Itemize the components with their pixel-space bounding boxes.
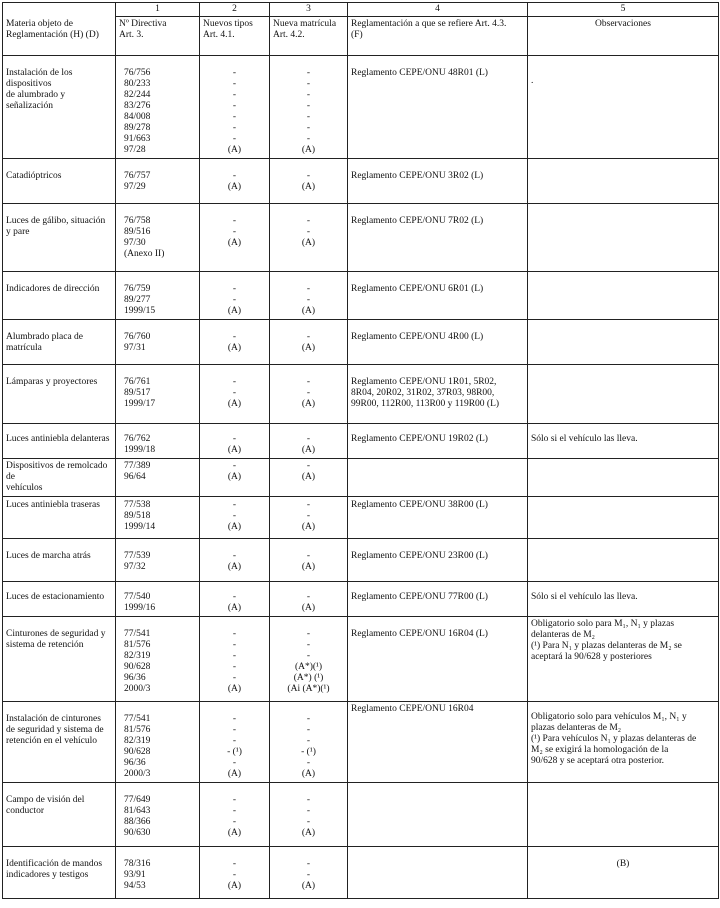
observaciones-cell: Sólo si el vehículo las lleva.: [528, 582, 719, 617]
directiva-cell: 76/760 97/31: [116, 320, 200, 365]
table-row: [3, 582, 719, 617]
observaciones-cell: [528, 783, 719, 847]
directiva-cell: 77/538 89/518 1999/14: [116, 497, 200, 539]
reglamentacion-cell: Reglamento CEPE/ONU 7R02 (L): [348, 204, 528, 272]
table-row: [3, 702, 719, 783]
nuevos-tipos-cell: - - (A): [200, 847, 270, 899]
header-nueva-matricula: Nueva matrícula Art. 4.2.: [270, 17, 348, 56]
observaciones-cell: [528, 459, 719, 497]
directiva-cell: 76/762 1999/18: [116, 424, 200, 459]
reglamentacion-cell: Reglamento CEPE/ONU 77R00 (L): [348, 582, 528, 617]
materia-cell: Dispositivos de remolcado de vehículos: [3, 459, 116, 497]
observaciones-cell: [528, 159, 719, 204]
nuevos-tipos-cell: - (A): [200, 159, 270, 204]
nueva-matricula-cell: - (A): [270, 159, 348, 204]
nuevos-tipos-cell: - - - - - (A): [200, 617, 270, 702]
nueva-matricula-cell: - (A): [270, 320, 348, 365]
table-row: [3, 783, 719, 847]
nueva-matricula-cell: - - - (A*)(¹) (A*) (¹) (Ai (A*)(¹): [270, 617, 348, 702]
directiva-cell: 77/541 81/576 82/319 90/628 96/36 2000/3: [116, 617, 200, 702]
observaciones-cell: Obligatorio solo para vehículos M₁, N₁ y plazas delanteras de M₂ (¹) Para vehículos N₁ y plazas delanteras de M₂ se exigirá la homologación de la 90/628 y se aceptará otra posterior.: [528, 702, 719, 783]
nuevos-tipos-cell: - - - (A): [200, 783, 270, 847]
header-directiva: Nº Directiva Art. 3.: [116, 17, 200, 56]
table-row: [3, 320, 719, 365]
nuevos-tipos-cell: - - (A): [200, 204, 270, 272]
reglamentacion-cell: Reglamento CEPE/ONU 23R00 (L): [348, 539, 528, 582]
materia-cell: Identificación de mandos indicadores y testigos: [3, 847, 116, 899]
reglamentacion-cell: Reglamento CEPE/ONU 19R02 (L): [348, 424, 528, 459]
reglamentacion-cell: Reglamento CEPE/ONU 6R01 (L): [348, 272, 528, 320]
directiva-cell: 76/756 80/233 82/244 83/276 84/008 89/278 91/663 97/28: [116, 56, 200, 159]
reglamentacion-cell: Reglamento CEPE/ONU 16R04: [348, 702, 528, 783]
directiva-cell: 77/389 96/64: [116, 459, 200, 497]
table-row: [3, 159, 719, 204]
materia-cell: Lámparas y proyectores: [3, 365, 116, 424]
observaciones-cell: .: [528, 56, 719, 159]
nuevos-tipos-cell: - - - - - - - (A): [200, 56, 270, 159]
materia-cell: Instalación de los dispositivos de alumbrado y señalización: [3, 56, 116, 159]
materia-cell: Campo de visión del conductor: [3, 783, 116, 847]
directiva-cell: 77/540 1999/16: [116, 582, 200, 617]
observaciones-cell: [528, 539, 719, 582]
nueva-matricula-cell: - - - (A): [270, 783, 348, 847]
table-row: [3, 272, 719, 320]
materia-cell: Cinturones de seguridad y sistema de retención: [3, 617, 116, 702]
directiva-cell: 76/759 89/277 1999/15: [116, 272, 200, 320]
table-row: [3, 617, 719, 702]
observaciones-cell: [528, 497, 719, 539]
observaciones-cell: [528, 320, 719, 365]
column-number-row: [3, 3, 719, 17]
reglamentacion-cell: Reglamento CEPE/ONU 4R00 (L): [348, 320, 528, 365]
nuevos-tipos-cell: - (A): [200, 424, 270, 459]
column-number-2: 2: [200, 3, 270, 17]
nueva-matricula-cell: - - - - (¹) - (A): [270, 702, 348, 783]
directiva-cell: 76/758 89/516 97/30 (Anexo II): [116, 204, 200, 272]
table-row: [3, 497, 719, 539]
reglamentacion-cell: [348, 459, 528, 497]
header-materia: Materia objeto de Reglamentación (H) (D): [3, 17, 116, 56]
table-row: [3, 459, 719, 497]
observaciones-cell: [528, 272, 719, 320]
materia-cell: Luces antiniebla delanteras: [3, 424, 116, 459]
header-reglamentacion: Reglamentación a que se refiere Art. 4.3. (F): [348, 17, 528, 56]
observaciones-cell: Obligatorio solo para M₁, N₁ y plazas delanteras de M₂ (¹) Para N₁ y plazas delanteras de M₂ se aceptará la 90/628 y posteriores: [528, 617, 719, 702]
nuevos-tipos-cell: - (A): [200, 582, 270, 617]
materia-cell: Indicadores de dirección: [3, 272, 116, 320]
materia-cell: Alumbrado placa de matrícula: [3, 320, 116, 365]
nuevos-tipos-cell: - - (A): [200, 497, 270, 539]
nueva-matricula-cell: - (A): [270, 539, 348, 582]
reglamentacion-cell: [348, 847, 528, 899]
nuevos-tipos-cell: - - (A): [200, 272, 270, 320]
reglamentacion-cell: Reglamento CEPE/ONU 3R02 (L): [348, 159, 528, 204]
table-row: [3, 847, 719, 899]
column-number-0: [3, 3, 116, 17]
nuevos-tipos-cell: - - - - (¹) - (A): [200, 702, 270, 783]
nuevos-tipos-cell: - (A): [200, 459, 270, 497]
reglamentacion-cell: Reglamento CEPE/ONU 48R01 (L): [348, 56, 528, 159]
nueva-matricula-cell: - (A): [270, 459, 348, 497]
nueva-matricula-cell: - - - - - - - (A): [270, 56, 348, 159]
nueva-matricula-cell: - - (A): [270, 497, 348, 539]
observaciones-cell: Sólo si el vehículo las lleva.: [528, 424, 719, 459]
table-row: [3, 539, 719, 582]
nueva-matricula-cell: - (A): [270, 582, 348, 617]
table-row: [3, 424, 719, 459]
table-row: [3, 56, 719, 159]
table-row: [3, 204, 719, 272]
table-row: [3, 365, 719, 424]
observaciones-cell: [528, 365, 719, 424]
directiva-cell: 77/539 97/32: [116, 539, 200, 582]
directiva-cell: 76/757 97/29: [116, 159, 200, 204]
nueva-matricula-cell: - - (A): [270, 847, 348, 899]
materia-cell: Catadióptricos: [3, 159, 116, 204]
materia-cell: Luces de gálibo, situación y pare: [3, 204, 116, 272]
nuevos-tipos-cell: - (A): [200, 320, 270, 365]
materia-cell: Luces de marcha atrás: [3, 539, 116, 582]
observaciones-cell: [528, 204, 719, 272]
reglamentacion-cell: Reglamento CEPE/ONU 38R00 (L): [348, 497, 528, 539]
nueva-matricula-cell: - (A): [270, 424, 348, 459]
materia-cell: Luces de estacionamiento: [3, 582, 116, 617]
regulation-table: [2, 2, 719, 899]
column-number-1: 1: [116, 3, 200, 17]
reglamentacion-cell: Reglamento CEPE/ONU 16R04 (L): [348, 617, 528, 702]
materia-cell: Luces antiniebla traseras: [3, 497, 116, 539]
header-nuevos-tipos: Nuevos tipos Art. 4.1.: [200, 17, 270, 56]
column-number-4: 4: [348, 3, 528, 17]
header-observaciones: Observaciones: [528, 17, 719, 56]
directiva-cell: 77/649 81/643 88/366 90/630: [116, 783, 200, 847]
observaciones-cell: (B): [528, 847, 719, 899]
directiva-cell: 77/541 81/576 82/319 90/628 96/36 2000/3: [116, 702, 200, 783]
materia-cell: Instalación de cinturones de seguridad y sistema de retención en el vehículo: [3, 702, 116, 783]
reglamentacion-cell: Reglamento CEPE/ONU 1R01, 5R02, 8R04, 20R02, 31R02, 37R03, 98R00, 99R00, 112R00, 113R00 y 119R00 (L): [348, 365, 528, 424]
nueva-matricula-cell: - - (A): [270, 365, 348, 424]
directiva-cell: 78/316 93/91 94/53: [116, 847, 200, 899]
nueva-matricula-cell: - - (A): [270, 204, 348, 272]
column-number-5: 5: [528, 3, 719, 17]
directiva-cell: 76/761 89/517 1999/17: [116, 365, 200, 424]
nueva-matricula-cell: - - (A): [270, 272, 348, 320]
reglamentacion-cell: [348, 783, 528, 847]
column-header-row: [3, 17, 719, 56]
nuevos-tipos-cell: - - (A): [200, 365, 270, 424]
column-number-3: 3: [270, 3, 348, 17]
nuevos-tipos-cell: - (A): [200, 539, 270, 582]
